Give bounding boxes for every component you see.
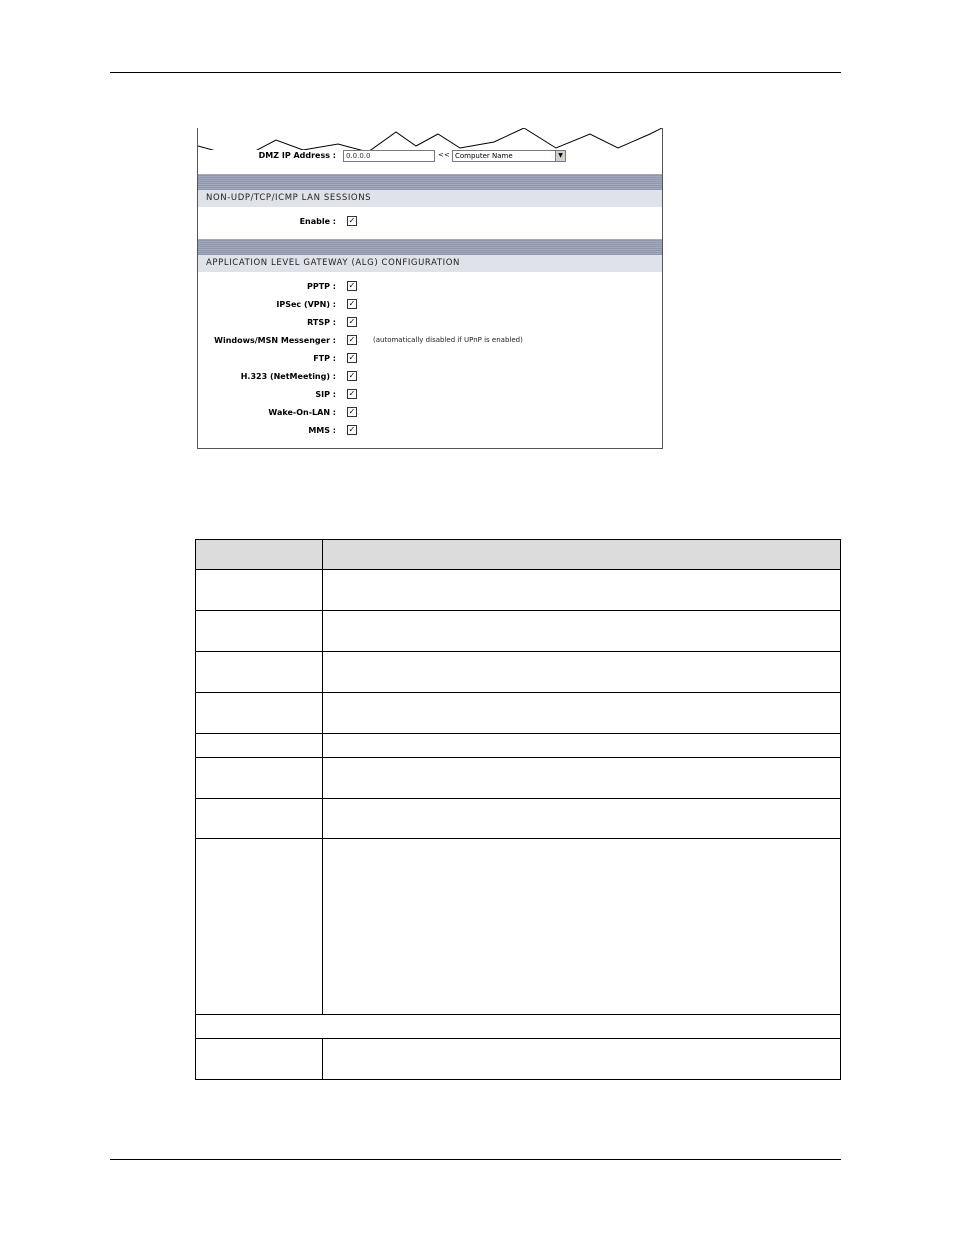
alg-row [198,281,662,293]
table-cell [196,570,323,611]
table-section-row [196,1015,841,1039]
table-section-cell [196,1015,841,1039]
alg-label: RTSP : [307,318,336,327]
table-row [196,799,841,839]
top-rule [110,72,841,73]
table-cell [323,1039,841,1080]
alg-heading: APPLICATION LEVEL GATEWAY (ALG) CONFIGURATION [198,255,662,272]
alg-row [198,371,662,383]
alg-label: H.323 (NetMeeting) : [240,372,336,381]
alg-label: Windows/MSN Messenger : [214,336,336,345]
table-cell [196,611,323,652]
lan-sessions-heading: NON-UDP/TCP/ICMP LAN SESSIONS [198,190,662,207]
alg-label: IPSec (VPN) : [276,300,336,309]
table-cell [196,693,323,734]
section-divider [198,239,662,255]
table-cell [196,652,323,693]
alg-screenshot [197,128,663,449]
table-row [196,652,841,693]
table-cell [323,839,841,1015]
table-cell [323,611,841,652]
dmz-ip-input[interactable]: 0.0.0.0 [343,150,435,162]
alg-checkbox[interactable]: ✓ [348,353,356,362]
table-row [196,839,841,1015]
alg-row [198,425,662,437]
table-cell [196,1039,323,1080]
lan-enable-checkbox[interactable]: ✓ [348,216,356,225]
table-cell [196,799,323,839]
alg-checkbox[interactable]: ✓ [348,281,356,290]
table-header-row [196,540,841,570]
alg-checkbox[interactable]: ✓ [348,389,356,398]
alg-label: FTP : [313,354,336,363]
alg-label: Wake-On-LAN : [268,408,336,417]
alg-checkbox[interactable]: ✓ [348,299,356,308]
table-cell [196,758,323,799]
alg-row [198,335,662,347]
dmz-copy-button[interactable]: << [438,151,450,159]
table-row [196,734,841,758]
table-cell [323,652,841,693]
table-cell [196,734,323,758]
table-header-description [323,540,841,570]
table-cell [323,799,841,839]
section-divider [198,174,662,190]
alg-checkbox[interactable]: ✓ [348,425,356,434]
alg-row [198,299,662,311]
torn-edge [198,128,662,150]
alg-row [198,353,662,365]
description-table [195,539,841,1080]
table-row [196,611,841,652]
table-cell [196,839,323,1015]
bottom-rule [110,1159,841,1160]
table-row [196,693,841,734]
computer-name-select[interactable] [452,150,566,162]
alg-label: MMS : [308,426,336,435]
alg-row [198,407,662,419]
dmz-label: DMZ IP Address : [258,151,336,160]
table-cell [323,758,841,799]
computer-name-value: Computer Name [455,152,513,160]
alg-checkbox[interactable]: ✓ [348,335,356,344]
alg-checkbox[interactable]: ✓ [348,407,356,416]
alg-label: SIP : [315,390,336,399]
alg-checkbox[interactable]: ✓ [348,317,356,326]
table-header-label [196,540,323,570]
lan-enable-row [198,216,662,228]
alg-row [198,389,662,401]
table-cell [323,734,841,758]
chevron-down-icon: ▼ [555,151,565,161]
alg-checkbox[interactable]: ✓ [348,371,356,380]
table-row [196,1039,841,1080]
table-cell [323,693,841,734]
lan-enable-label: Enable : [299,217,336,226]
table-row [196,758,841,799]
table-cell [323,570,841,611]
alg-row [198,317,662,329]
alg-label: PPTP : [306,282,336,291]
table-row [196,570,841,611]
upnp-note: (automatically disabled if UPnP is enabled) [373,336,523,344]
dmz-row [198,150,662,162]
